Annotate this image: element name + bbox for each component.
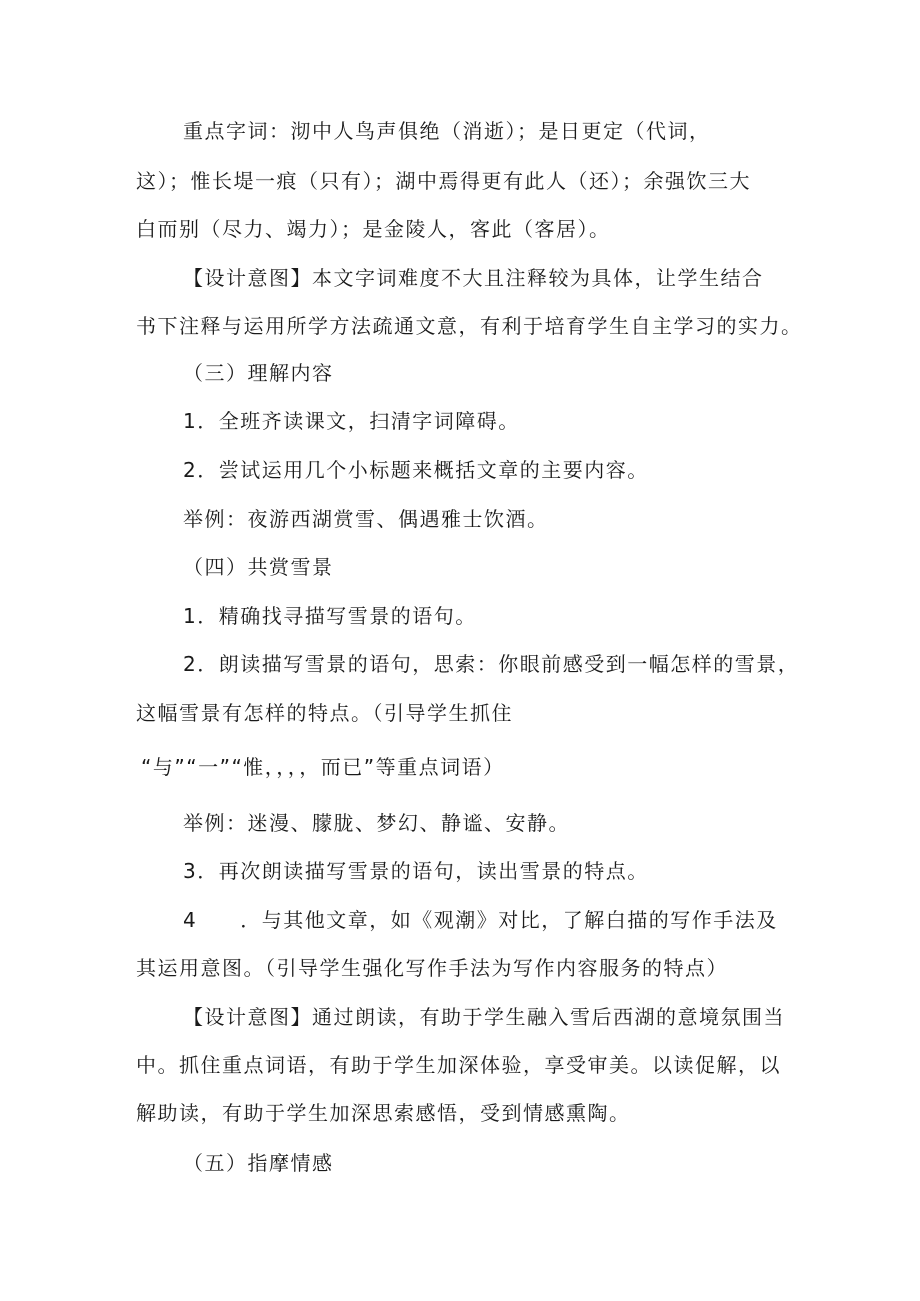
- item-4-4-line-1: 4 ．与其他文章，如《观潮》对比，了解白描的写作手法及: [183, 908, 778, 932]
- section-heading-4: （四）共赏雪景: [183, 555, 334, 579]
- example-3: 举例：夜游西湖赏雪、偶遇雅士饮酒。: [183, 507, 549, 531]
- key-words-line-1: 重点字词：沏中人鸟声俱绝（消逝）；是日更定（代词，: [183, 119, 711, 143]
- key-words-line-3: 白而别（尽力、竭力）；是金陵人，客此（客居）。: [136, 217, 611, 241]
- item-4-3: 3．再次朗读描写雪景的语句，读出雪景的特点。: [183, 859, 649, 883]
- item-4-4-line-2: 其运用意图。（引导学生强化写作手法为写作内容服务的特点）: [136, 956, 728, 980]
- design-intent-2-line-1: 【设计意图】通过朗读，有助于学生融入雪后西湖的意境氛围当: [183, 1005, 785, 1029]
- design-intent-1-line-1: 【设计意图】本文字词难度不大且注释较为具体，让学生结合: [183, 266, 764, 290]
- item-3-1: 1．全班齐读课文，扫清字词障碍。: [183, 409, 520, 433]
- section-heading-3: （三）理解内容: [183, 361, 334, 385]
- design-intent-2-line-3: 解助读，有助于学生加深思索感悟，受到情感熏陶。: [136, 1101, 631, 1125]
- design-intent-2-line-2: 中。抓住重点词语，有助于学生加深体验，享受审美。以读促解，以: [136, 1053, 781, 1077]
- item-4-2-line-1: 2．朗读描写雪景的语句，思索：你眼前感受到一幅怎样的雪景，: [183, 652, 800, 676]
- key-words-line-2: 这）；惟长堤一痕（只有）；湖中焉得更有此人（还）；余强饮三大: [136, 169, 751, 193]
- item-4-2-line-3: “与”“一”“惟，，，，而已”等重点词语）: [141, 755, 505, 779]
- item-4-1: 1．精确找寻描写雪景的语句。: [183, 604, 477, 628]
- item-4-2-line-2: 这幅雪景有怎样的特点。（引导学生抓住: [136, 701, 513, 725]
- section-heading-5: （五）指摩情感: [183, 1151, 334, 1175]
- design-intent-1-line-2: 书下注释与运用所学方法疏通文意，有利于培育学生自主学习的实力。: [136, 314, 803, 338]
- item-3-2: 2．尝试运用几个小标题来概括文章的主要内容。: [183, 458, 649, 482]
- example-4: 举例：迷漫、朦胧、梦幻、静谧、安静。: [183, 811, 570, 835]
